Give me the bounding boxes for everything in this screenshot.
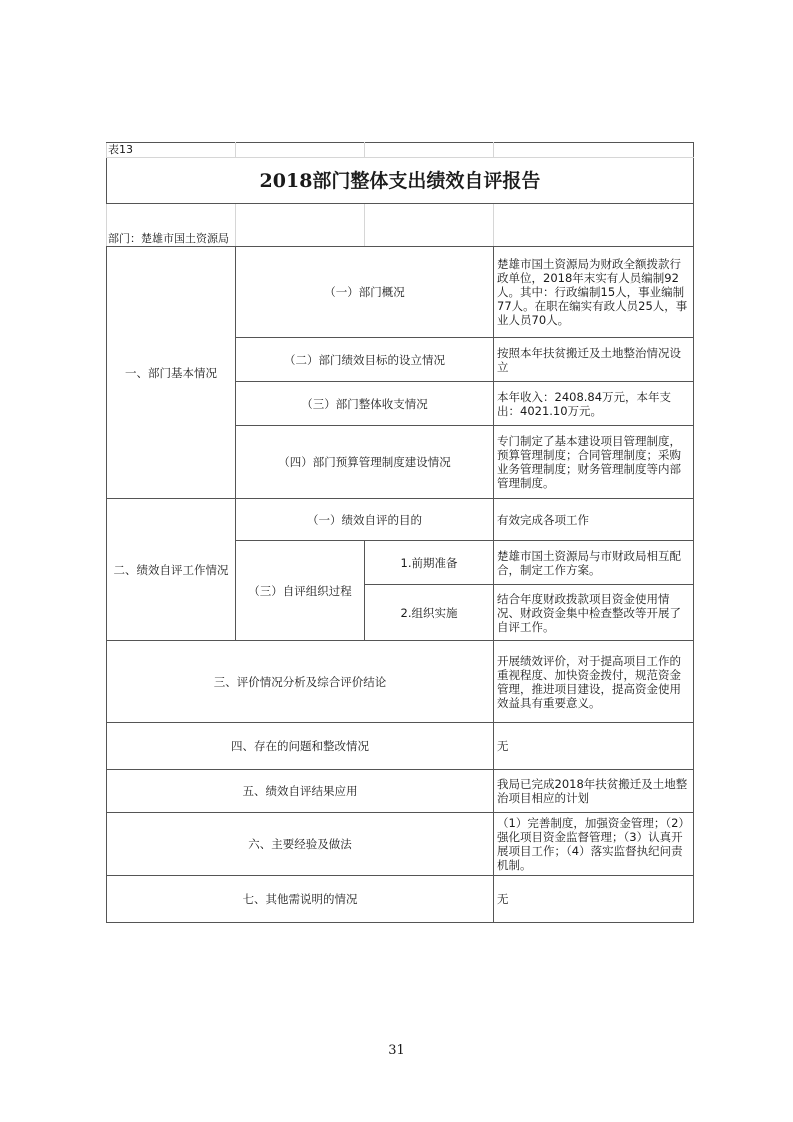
item-eval-purpose: （一）绩效自评的目的 (236, 499, 494, 541)
value-preparation: 楚雄市国土资源局与市财政局相互配合，制定工作方案。 (494, 541, 694, 585)
value-issues: 无 (494, 723, 694, 770)
item-income-expense: （三）部门整体收支情况 (236, 382, 494, 426)
page-number: 31 (388, 1043, 405, 1058)
value-dept-overview: 楚雄市国土资源局为财政全额拨款行政单位，2018年末实有人员编制92人。其中：行政编制15人，事业编制77人。在职在编实有政人员25人，事业人员70人。 (494, 247, 694, 338)
department-label: 部门：楚雄市国土资源局 (107, 204, 236, 247)
item-preparation: 1.前期准备 (365, 541, 494, 585)
value-application: 我局已完成2018年扶贫搬迁及土地整治项目相应的计划 (494, 770, 694, 813)
section-analysis-label: 三、评价情况分析及综合评价结论 (107, 641, 494, 723)
value-budget-system: 专门制定了基本建设项目管理制度，预算管理制度；合同管理制度；采购业务管理制度；财务管理制度等内部管理制度。 (494, 426, 694, 499)
item-goal-setting: （二）部门绩效目标的设立情况 (236, 338, 494, 382)
value-eval-purpose: 有效完成各项工作 (494, 499, 694, 541)
value-experience: （1）完善制度，加强资金管理；（2）强化项目资金监督管理；（3）认真开展项目工作；（4）落实监督执纪问责机制。 (494, 813, 694, 876)
section-basic-info-label: 一、部门基本情况 (107, 247, 236, 499)
item-dept-overview: （一）部门概况 (236, 247, 494, 338)
value-implementation: 结合年度财政拨款项目资金使用情况、财政资金集中检查整改等开展了自评工作。 (494, 585, 694, 641)
value-analysis: 开展绩效评价，对于提高项目工作的重视程度、加快资金拨付，规范资金管理，推进项目建设，提高资金使用效益具有重要意义。 (494, 641, 694, 723)
value-other: 无 (494, 876, 694, 923)
performance-report-table (106, 142, 694, 923)
report-title: 2018部门整体支出绩效自评报告 (107, 158, 694, 204)
section-other-label: 七、其他需说明的情况 (107, 876, 494, 923)
section-issues-label: 四、存在的问题和整改情况 (107, 723, 494, 770)
item-eval-process: （三）自评组织过程 (236, 541, 365, 641)
table-number: 表13 (107, 143, 236, 158)
item-budget-system: （四）部门预算管理制度建设情况 (236, 426, 494, 499)
item-implementation: 2.组织实施 (365, 585, 494, 641)
value-goal-setting: 按照本年扶贫搬迁及土地整治情况设立 (494, 338, 694, 382)
value-income-expense: 本年收入：2408.84万元，本年支出：4021.10万元。 (494, 382, 694, 426)
section-self-eval-label: 二、绩效自评工作情况 (107, 499, 236, 641)
section-application-label: 五、绩效自评结果应用 (107, 770, 494, 813)
section-experience-label: 六、主要经验及做法 (107, 813, 494, 876)
